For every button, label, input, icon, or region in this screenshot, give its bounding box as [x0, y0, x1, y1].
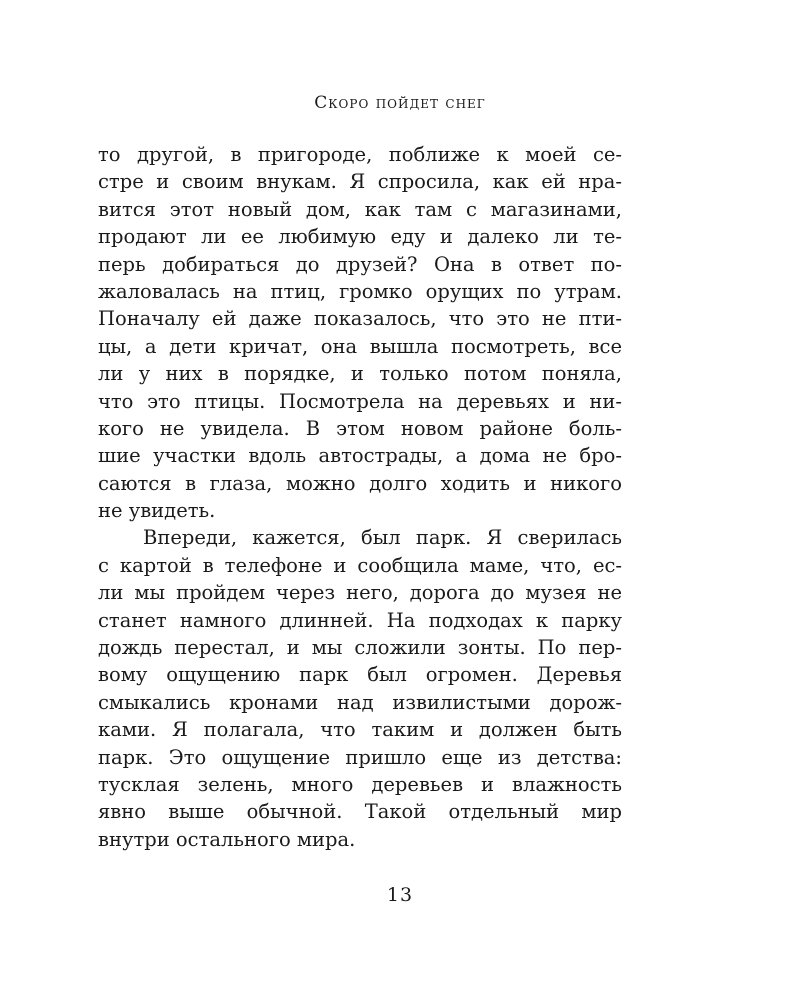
text-line: жаловалась на птиц, громко орущих по утрам.: [98, 279, 622, 303]
text-line: с картой в телефоне и сообщила маме, что, ес-: [98, 553, 622, 577]
text-line: шие участки вдоль автострады, а дома не бро-: [98, 444, 622, 468]
text-line: что это птицы. Посмотрела на деревьях и ни-: [98, 389, 622, 413]
text-line: не увидеть.: [98, 499, 216, 523]
paragraph-2: [98, 524, 622, 853]
text-line: ли у них в порядке, и только потом поняла,: [98, 362, 622, 386]
paragraph-1: [98, 141, 622, 524]
text-line: смыкались кронами над извилистыми дорож-: [98, 690, 622, 714]
text-line: Впереди, кажется, был парк. Я сверилась: [143, 526, 622, 550]
text-line: тусклая зелень, много деревьев и влажность: [98, 772, 622, 796]
text-line: ками. Я полагала, что таким и должен быть: [98, 718, 622, 742]
text-line: кого не увидела. В этом новом районе боль-: [98, 416, 622, 440]
text-line: вому ощущению парк был огромен. Деревья: [98, 663, 622, 687]
text-line: саются в глаза, можно долго ходить и никого: [98, 471, 622, 495]
text-line: парк. Это ощущение пришло еще из детства:: [98, 745, 622, 769]
text-line: продают ли ее любимую еду и далеко ли те-: [98, 225, 622, 249]
text-line: стре и своим внукам. Я спросила, как ей нра-: [98, 170, 622, 194]
body-text: [98, 141, 622, 853]
page-number: 13: [386, 884, 414, 906]
text-line: то другой, в пригороде, поближе к моей се-: [98, 143, 622, 166]
text-line: вится этот новый дом, как там с магазинами,: [98, 197, 622, 221]
text-line: ли мы пройдем через него, дорога до музея не: [98, 581, 622, 605]
text-line: станет намного длинней. На подходах к парку: [98, 608, 622, 632]
running-header: Скоро пойдет снег: [314, 93, 486, 113]
text-line: Поначалу ей даже показалось, что это не пти-: [98, 307, 622, 331]
text-line: перь добираться до друзей? Она в ответ по-: [98, 252, 622, 276]
text-line: внутри остального мира.: [98, 827, 356, 851]
text-line: явно выше обычной. Такой отдельный мир: [98, 800, 622, 824]
text-line: цы, а дети кричат, она вышла посмотреть, все: [98, 334, 622, 358]
text-line: дождь перестал, и мы сложили зонты. По пер-: [98, 636, 622, 660]
